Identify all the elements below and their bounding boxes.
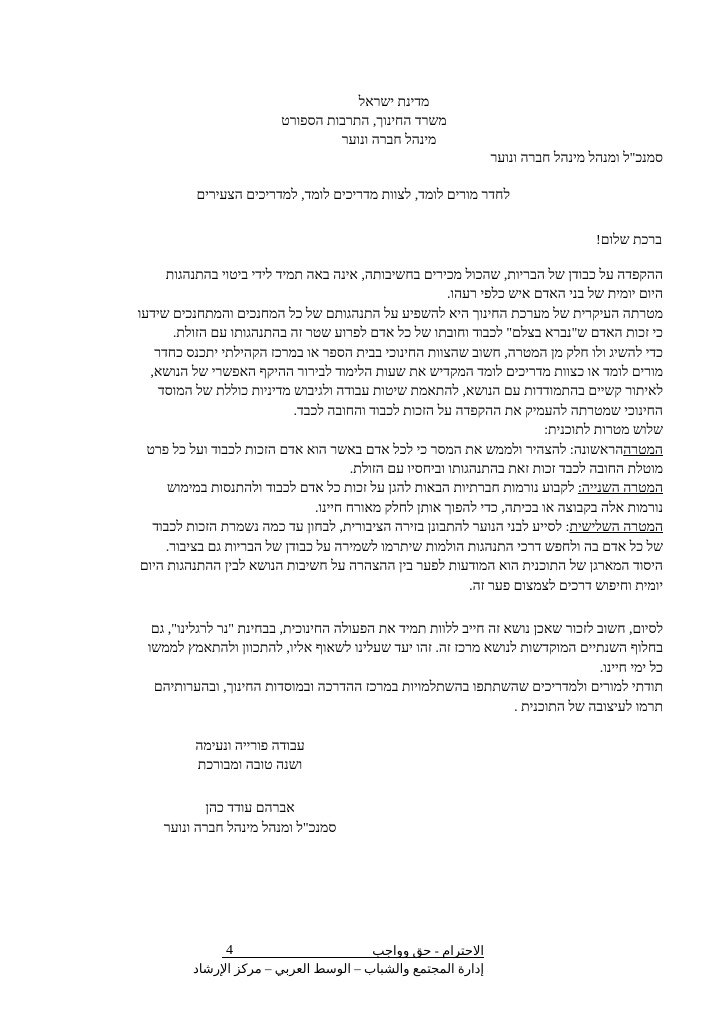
header-administration: מינהל חברה ונוער — [341, 133, 437, 148]
goal-first-line-2: מוטלת החובה לכבד זכות זאת בהתנהגותו וביחסיו עם הזולת. — [349, 462, 663, 478]
paragraph-line: כדי להשיג ולו חלק מן המטרה, חשוב שהצוות החינוכי בבית הספר או במרכז הקהילתי יתכנס כחדר — [154, 345, 663, 361]
goal-first-line-1: המטרההראשונה: להצהיר ולממש את המסר כי לכל אדם באשר הוא אדם הזכות לכבוד ועל כל פרט — [146, 442, 663, 458]
paragraph-line: כי זכות האדם ש"נברא בצלם" לכבוד וחובתו של כל אדם לפרוע שטר זה בהתנהגותו עם הזולת. — [172, 326, 663, 342]
goals-intro: שלוש מטרות לתוכנית: — [544, 423, 663, 439]
goal-first-label: המטרה — [623, 442, 663, 458]
closing-line: לסיום, חשוב לזכור שאכן נושא זה חייב ללוות תמיד את הפעולה החינוכית, בבחינת "נר לרגלינו", גם — [150, 622, 663, 637]
goal-third-label: המטרה השלישית — [569, 520, 663, 536]
intro-paragraph — [65, 266, 663, 596]
paragraph-line: מורים לומד או כצוות מדריכים לומד המקדיש את שעות הלימוד לבירור ההיקף האפשרי של הנושא, — [150, 365, 663, 381]
signature-name: אברהם עודד כהן — [205, 801, 295, 816]
paragraph-line: לאיתור קשיים בהתמודדות עם הנושא, להתאמת שיטות עבודה ולגיבוש מדיניות כוללת של המוסד — [157, 384, 663, 400]
signature-title: סמנכ"ל ומנהל מינהל חברה ונוער — [163, 821, 337, 836]
paragraph-line: החינוכי שמטרתה להעמיק את ההקפדה על הזכות לכבוד והחובה לכבד. — [293, 403, 663, 419]
greeting: ברכת שלום! — [596, 233, 662, 248]
goal-third-line-1: המטרה השלישית: לסייע לבני הנוער להתבונן בזירה הציבורית, לבחון עד כמה נשמרת הזכות לכבוד — [152, 520, 663, 536]
footer-arabic-title: الاحترام - حق وواجب — [372, 943, 484, 958]
footer-rule — [222, 957, 484, 958]
closing-paragraph — [65, 620, 663, 717]
closing-line: כל ימי חיינו. — [599, 660, 663, 676]
closing-line: תרמו לעיצובה של התוכנית . — [514, 699, 663, 715]
goal-third-line-2: של כל אדם בה ולחפש דרכי התנהגות הולמות שיתרמו לשמירה על כבודן של הבריות גם בציבור. — [165, 539, 663, 555]
header-deputy: סמנכ"ל ומנהל מינהל חברה ונוער — [490, 151, 663, 166]
paragraph-line: מטרתה העיקרית של מערכת החינוך היא להשפיע על התנהגותם של כל המחנכים והמתחנכים שידעו — [137, 306, 663, 322]
header-state: מדינת ישראל — [358, 95, 430, 110]
goal-second-label: המטרה השנייה: — [577, 481, 663, 497]
signature-wish-2: ושנה טובה ומבורכת — [197, 758, 303, 773]
closing-line: בחלוף השנתיים המוקדשות לנושא מרכז זה. זהו יעד שעלינו לשאוף אליו, להתכוון ולהתאמץ לממשו — [147, 641, 663, 657]
footer-page-number: 4 — [226, 943, 233, 958]
foundation-line: היסוד המארגן של התוכנית הוא המודעות לפער בין ההצהרה על חשיבות הנושא לבין ההתנהגות היום — [139, 559, 663, 575]
goal-second-line-2: נורמות אלה בקבוצה או בכיתה, כדי להפוך אותן לחלק מאורח חיינו. — [314, 500, 663, 516]
signature-wish-1: עבודה פורייה ונעימה — [195, 739, 305, 754]
footer-arabic-sub: إدارة المجتمع والشباب – الوسط العربي – مركز الإرشاد — [193, 961, 484, 976]
recipients-line: לחדר מורים לומד, לצוות מדריכים לומד, למדריכים הצעירים — [196, 188, 510, 203]
header-ministry: משרד החינוך, התרבות הספורט — [281, 114, 447, 129]
paragraph-line: היום יומית של בני האדם איש כלפי רעהו. — [447, 287, 663, 303]
paragraph-line: ההקפדה על כבודן של הבריות, שהכול מכירים בחשיבותה, אינה באה תמיד לידי ביטוי בהתנהגות — [165, 268, 663, 283]
goal-second-line-1: המטרה השנייה: לקבוע נורמות חברתיות הבאות להגן על זכות כל אדם לכבוד ולהתנסות במימוש — [166, 481, 663, 497]
closing-line: תודתי למורים ולמדריכים שהשתתפו בהשתלמויות במרכז ההדרכה ובמוסדות החינוך, ובהערותיהם — [153, 680, 663, 696]
foundation-line: יומית וחיפוש דרכים לצמצום פער זה. — [469, 578, 663, 594]
